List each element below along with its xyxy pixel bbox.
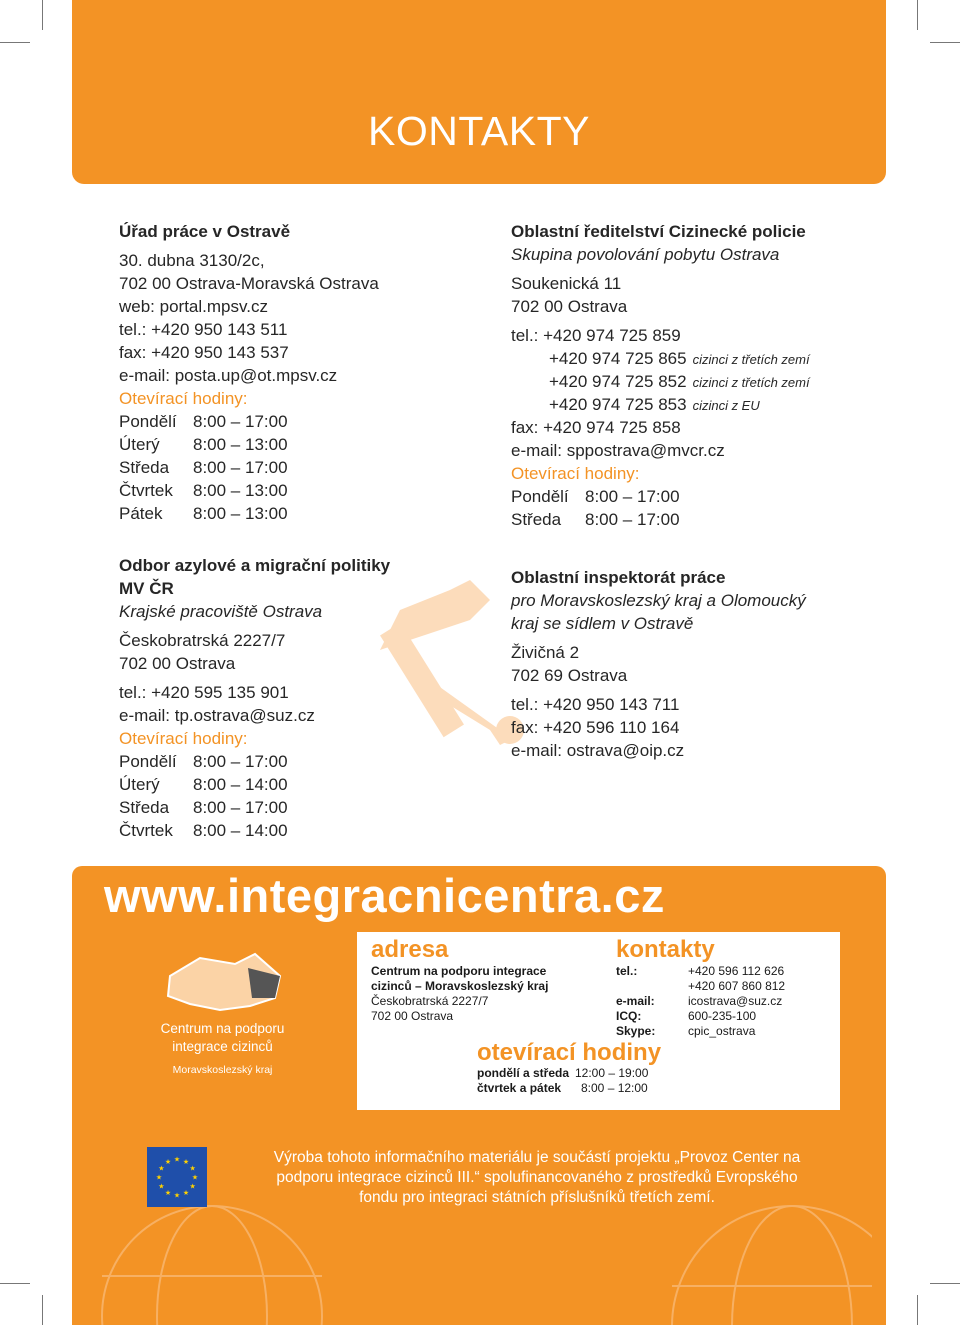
eu-star-icon: ★ bbox=[189, 1183, 196, 1191]
address-line: Soukenická 11 bbox=[511, 274, 622, 293]
address-line: 702 00 Ostrava-Moravská Ostrava bbox=[119, 274, 379, 293]
header-band bbox=[72, 0, 886, 184]
eu-star-icon: ★ bbox=[182, 1158, 190, 1166]
hours-time: 8:00 – 13:00 bbox=[193, 504, 288, 523]
adresa-line: Centrum na podporu integrace bbox=[371, 964, 547, 978]
kontakt-row bbox=[616, 979, 785, 994]
address-line: Českobratrská 2227/7 bbox=[119, 631, 286, 650]
policie-name: Oblastní ředitelství Cizinecké policie bbox=[511, 222, 806, 241]
hodiny-row bbox=[477, 1066, 648, 1081]
phone-note: cizinci z třetích zemí bbox=[692, 375, 810, 390]
phone-row bbox=[511, 324, 881, 347]
hours-time: 8:00 – 13:00 bbox=[193, 435, 288, 454]
adresa-text bbox=[371, 964, 548, 1024]
hodiny-text bbox=[477, 1066, 648, 1096]
hours-label: Otevírací hodiny: bbox=[511, 464, 640, 483]
kontakt-value: +420 607 860 812 bbox=[688, 979, 786, 993]
kontakty-heading: kontakty bbox=[616, 936, 715, 963]
hours-time: 8:00 – 14:00 bbox=[193, 821, 288, 840]
odbor-name: MV ČR bbox=[119, 579, 174, 598]
eu-star-icon: ★ bbox=[173, 1156, 181, 1164]
kontakt-label: e-mail: bbox=[616, 994, 655, 1008]
cizinecka-policie-block bbox=[511, 220, 881, 531]
hours-row bbox=[119, 773, 459, 796]
hours-day: Pátek bbox=[119, 504, 163, 523]
kontakt-value: 600-235-100 bbox=[688, 1009, 757, 1023]
logo-line: Centrum na podporu bbox=[160, 1021, 285, 1036]
hours-day: Úterý bbox=[119, 775, 160, 794]
phone: tel.: +420 974 725 859 bbox=[511, 326, 681, 345]
hours-row bbox=[119, 456, 459, 479]
hours-day: Pondělí bbox=[119, 412, 177, 431]
hours-day: Čtvrtek bbox=[119, 481, 173, 500]
disclaimer-line: fondu pro integraci státních příslušníků třetích zemí. bbox=[359, 1189, 715, 1206]
eu-star-icon: ★ bbox=[164, 1190, 172, 1198]
phone: +420 974 725 865 bbox=[549, 349, 687, 368]
hours-time: 8:00 – 17:00 bbox=[585, 510, 680, 529]
crop-mark bbox=[917, 0, 918, 30]
inspektorat-subtitle: pro Moravskoslezský kraj a Olomoucký bbox=[511, 591, 806, 610]
disclaimer-line: Výroba tohoto informačního materiálu je součástí projektu „Provoz Center na bbox=[273, 1149, 801, 1166]
hours-time: 8:00 – 17:00 bbox=[193, 752, 288, 771]
policie-subtitle: Skupina povolování pobytu Ostrava bbox=[511, 245, 780, 264]
kontakty-text bbox=[616, 964, 785, 1039]
eu-star-icon: ★ bbox=[189, 1165, 196, 1173]
email-link[interactable]: e-mail: tp.ostrava@suz.cz bbox=[119, 706, 315, 725]
crop-mark bbox=[0, 42, 30, 43]
phone-row bbox=[511, 393, 881, 416]
adresa-line: 702 00 Ostrava bbox=[371, 1009, 454, 1023]
hours-row bbox=[511, 508, 881, 531]
hours-time: 8:00 – 17:00 bbox=[193, 458, 288, 477]
fax: fax: +420 950 143 537 bbox=[119, 343, 289, 362]
hours-day: Úterý bbox=[119, 435, 160, 454]
inspektorat-name: Oblastní inspektorát práce bbox=[511, 568, 726, 587]
urad-prace-block bbox=[119, 220, 459, 525]
disclaimer-line: podporu integrace cizinců III.“ spolufinancovaného z prostředků Evropského bbox=[276, 1169, 798, 1186]
hodiny-row bbox=[477, 1081, 648, 1096]
hours-row bbox=[119, 819, 459, 842]
kontakt-row bbox=[616, 1009, 785, 1024]
odbor-subtitle: Krajské pracoviště Ostrava bbox=[119, 602, 323, 621]
crop-mark bbox=[0, 1283, 30, 1284]
hodiny-days: čtvrtek a pátek bbox=[477, 1081, 562, 1095]
logo-region: Moravskoslezský kraj bbox=[172, 1064, 273, 1076]
adresa-line: cizinců – Moravskoslezský kraj bbox=[371, 979, 549, 993]
disclaimer bbox=[232, 1148, 842, 1208]
hours-time: 8:00 – 14:00 bbox=[193, 775, 288, 794]
hours-row bbox=[119, 750, 459, 773]
eu-star-icon: ★ bbox=[158, 1165, 165, 1173]
fax: fax: +420 974 725 858 bbox=[511, 418, 681, 437]
address-line: 30. dubna 3130/2c, bbox=[119, 251, 265, 270]
page-title: KONTAKTY bbox=[368, 108, 590, 154]
kontakt-row bbox=[616, 1024, 785, 1039]
hodiny-time: 8:00 – 12:00 bbox=[581, 1081, 648, 1095]
kontakt-value: cpic_ostrava bbox=[688, 1024, 756, 1038]
phone: tel.: +420 595 135 901 bbox=[119, 683, 289, 702]
kontakt-label: tel.: bbox=[616, 964, 638, 978]
hours-day: Pondělí bbox=[119, 752, 177, 771]
hours-time: 8:00 – 17:00 bbox=[585, 487, 680, 506]
kontakt-value: +420 596 112 626 bbox=[688, 964, 785, 978]
address-line: 702 00 Ostrava bbox=[511, 297, 628, 316]
eu-star-icon: ★ bbox=[158, 1183, 165, 1191]
eu-star-icon: ★ bbox=[182, 1190, 190, 1198]
hodiny-heading: otevírací hodiny bbox=[477, 1039, 662, 1066]
address-line: Živičná 2 bbox=[511, 643, 580, 662]
phone-note: cizinci z EU bbox=[692, 398, 760, 413]
hours-label: Otevírací hodiny: bbox=[119, 729, 248, 748]
address-line: 702 00 Ostrava bbox=[119, 654, 236, 673]
email-link[interactable]: e-mail: sppostrava@mvcr.cz bbox=[511, 441, 725, 460]
hours-row bbox=[119, 433, 459, 456]
eu-star-icon: ★ bbox=[164, 1158, 172, 1166]
hours-time: 8:00 – 13:00 bbox=[193, 481, 288, 500]
crop-mark bbox=[42, 0, 43, 30]
email-link[interactable]: e-mail: posta.up@ot.mpsv.cz bbox=[119, 366, 338, 385]
phone-row bbox=[511, 370, 881, 393]
kontakt-row bbox=[616, 994, 785, 1009]
hours-time: 8:00 – 17:00 bbox=[193, 412, 288, 431]
logo-line: integrace cizinců bbox=[172, 1039, 273, 1054]
email-link[interactable]: e-mail: ostrava@oip.cz bbox=[511, 741, 685, 760]
hours-row bbox=[119, 796, 459, 819]
kontakt-label: ICQ: bbox=[616, 1009, 642, 1023]
eu-star-icon: ★ bbox=[191, 1174, 199, 1182]
phone: tel.: +420 950 143 511 bbox=[119, 320, 288, 339]
crop-mark bbox=[917, 1295, 918, 1325]
phone: +420 974 725 853 bbox=[549, 395, 687, 414]
hours-row bbox=[119, 410, 459, 433]
kontakt-value[interactable]: icostrava@suz.cz bbox=[688, 994, 783, 1008]
hours-day: Středa bbox=[511, 510, 562, 529]
adresa-heading: adresa bbox=[371, 936, 449, 963]
hodiny-time: 12:00 – 19:00 bbox=[575, 1066, 649, 1080]
hours-day: Pondělí bbox=[511, 487, 569, 506]
crop-mark bbox=[930, 1283, 960, 1284]
website-link[interactable]: www.integracnicentra.cz bbox=[104, 869, 665, 922]
logo-title bbox=[140, 1020, 305, 1056]
web-link[interactable]: web: portal.mpsv.cz bbox=[119, 297, 268, 316]
odbor-azylove-block bbox=[119, 554, 459, 842]
odbor-name: Odbor azylové a migrační politiky bbox=[119, 556, 391, 575]
phone-note: cizinci z třetích zemí bbox=[692, 352, 810, 367]
hodiny-days: pondělí a středa bbox=[477, 1066, 570, 1080]
hours-label: Otevírací hodiny: bbox=[119, 389, 248, 408]
address-line: 702 69 Ostrava bbox=[511, 666, 628, 685]
phone-row bbox=[511, 347, 881, 370]
phone: +420 974 725 852 bbox=[549, 372, 687, 391]
hours-day: Středa bbox=[119, 458, 170, 477]
hours-row bbox=[119, 502, 459, 525]
inspektorat-subtitle: kraj se sídlem v Ostravě bbox=[511, 614, 694, 633]
hours-row bbox=[511, 485, 881, 508]
phone: tel.: +420 950 143 711 bbox=[511, 695, 680, 714]
hours-day: Středa bbox=[119, 798, 170, 817]
eu-flag-icon bbox=[147, 1147, 207, 1207]
adresa-line: Českobratrská 2227/7 bbox=[371, 994, 489, 1008]
eu-star-icon: ★ bbox=[173, 1192, 181, 1200]
crop-mark bbox=[42, 1295, 43, 1325]
inspektorat-block bbox=[511, 566, 881, 762]
urad-prace-name: Úřad práce v Ostravě bbox=[119, 222, 291, 241]
eu-star-icon: ★ bbox=[155, 1174, 163, 1182]
crop-mark bbox=[930, 42, 960, 43]
fax: fax: +420 596 110 164 bbox=[511, 718, 680, 737]
hours-day: Čtvrtek bbox=[119, 821, 173, 840]
hours-time: 8:00 – 17:00 bbox=[193, 798, 288, 817]
kontakt-label bbox=[616, 979, 688, 994]
hours-row bbox=[119, 479, 459, 502]
kontakt-label: Skype: bbox=[616, 1024, 656, 1038]
kontakt-row bbox=[616, 964, 785, 979]
